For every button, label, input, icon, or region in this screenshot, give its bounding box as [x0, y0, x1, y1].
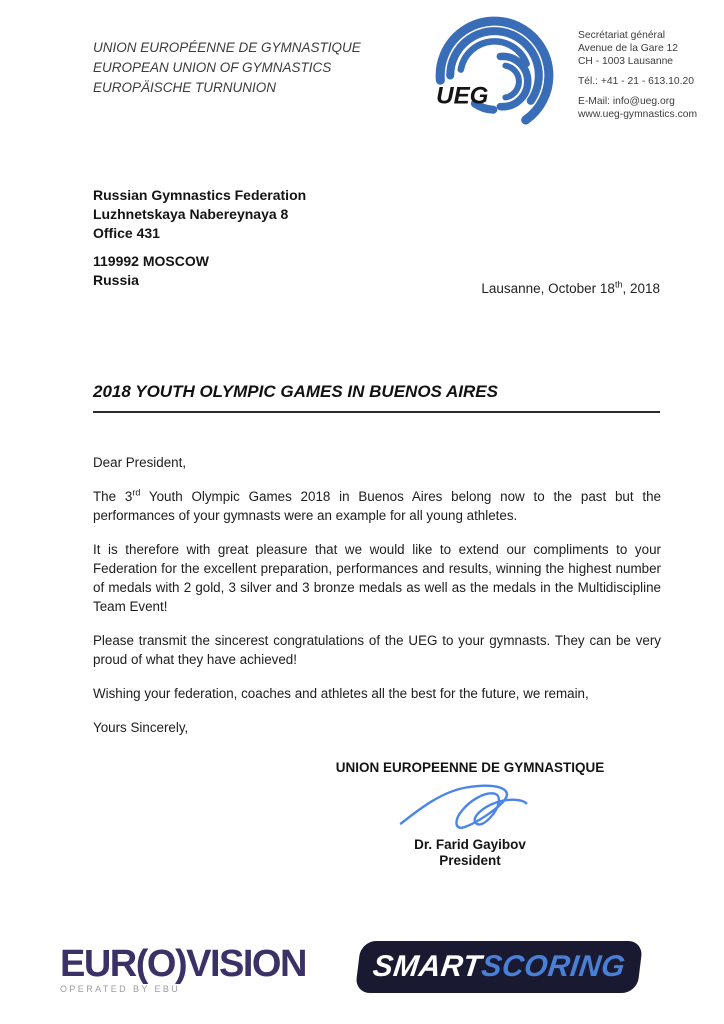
- org-name-english: EUROPEAN UNION OF GYMNASTICS: [93, 60, 332, 75]
- recipient-name: Russian Gymnastics Federation: [93, 187, 307, 203]
- eurovision-tagline: OPERATED BY EBU: [60, 984, 181, 994]
- letterhead-org-names: [93, 38, 361, 98]
- letter-body: [93, 453, 661, 752]
- contact-email: E-Mail: info@ueg.org: [578, 96, 675, 107]
- paragraph-1-ordinal: rd: [132, 487, 141, 498]
- signature-block: [312, 760, 628, 869]
- recipient-gap: [93, 243, 306, 252]
- ueg-logo-text: UEG: [436, 82, 489, 110]
- contact-city: CH - 1003 Lausanne: [578, 56, 674, 67]
- contact-address: [578, 29, 697, 68]
- recipient-street: Luzhnetskaya Nabereynaya 8: [93, 206, 289, 222]
- contact-phone: Tél.: +41 - 21 - 613.10.20: [578, 76, 694, 87]
- date-ordinal-suffix: th: [614, 279, 623, 290]
- signature-org: UNION EUROPEENNE DE GYMNASTIQUE: [335, 760, 605, 775]
- subject-title: 2018 YOUTH OLYMPIC GAMES IN BUENOS AIRES: [93, 382, 660, 413]
- eurovision-logo-text: EUR(O)VISION: [60, 943, 306, 985]
- paragraph-3: Please transmit the sincerest congratulations of the UEG to your gymnasts. They can be very proud of what they have achieved!: [93, 633, 661, 667]
- recipient-country: Russia: [93, 272, 139, 288]
- smartscoring-text-scoring: SCORING: [479, 950, 628, 983]
- signer-name: Dr. Farid Gayibov: [414, 837, 526, 852]
- paragraph-4: Wishing your federation, coaches and athletes all the best for the future, we remain,: [93, 686, 589, 701]
- org-name-german: EUROPÄISCHE TURNUNION: [93, 80, 277, 95]
- salutation: Dear President,: [93, 455, 187, 470]
- contact-street: Avenue de la Gare 12: [578, 43, 678, 54]
- recipient-office: Office 431: [93, 225, 160, 241]
- ueg-logo-icon: [414, 12, 570, 140]
- smartscoring-logo-text: [371, 952, 627, 982]
- date-suffix: , 2018: [622, 281, 660, 296]
- recipient-postal-city: 119992 MOSCOW: [93, 253, 209, 269]
- date-line: [93, 281, 660, 296]
- smartscoring-logo: [355, 941, 643, 993]
- contact-dept: Secrétariat général: [578, 30, 666, 41]
- eurovision-logo: [60, 943, 306, 994]
- contact-block: [578, 29, 697, 128]
- contact-website: www.ueg-gymnastics.com: [578, 109, 698, 120]
- date-prefix: Lausanne, October 18: [481, 281, 615, 296]
- org-name-french: UNION EUROPÉENNE DE GYMNASTIQUE: [93, 40, 361, 55]
- closing: Yours Sincerely,: [93, 720, 189, 735]
- paragraph-1: [93, 487, 661, 525]
- paragraph-2: It is therefore with great pleasure that we would like to extend our compliments to your Federation for the excellent preparation, performances and results, winning the highest number of medals with 2 gold, 3 silver and 3 bronze medals as well as the medals in the Multidiscipline Team Event!: [93, 542, 661, 614]
- handwritten-signature-icon: [354, 777, 586, 837]
- recipient-address: [93, 186, 306, 290]
- contact-online: [578, 95, 697, 121]
- smartscoring-text-smart: SMART: [370, 950, 484, 983]
- paragraph-1-start: The 3: [93, 489, 133, 504]
- signer-title: President: [439, 853, 501, 868]
- paragraph-1-rest: Youth Olympic Games 2018 in Buenos Aires belong now to the past but the performances of your gymnasts were an example for all young athletes.: [93, 489, 661, 523]
